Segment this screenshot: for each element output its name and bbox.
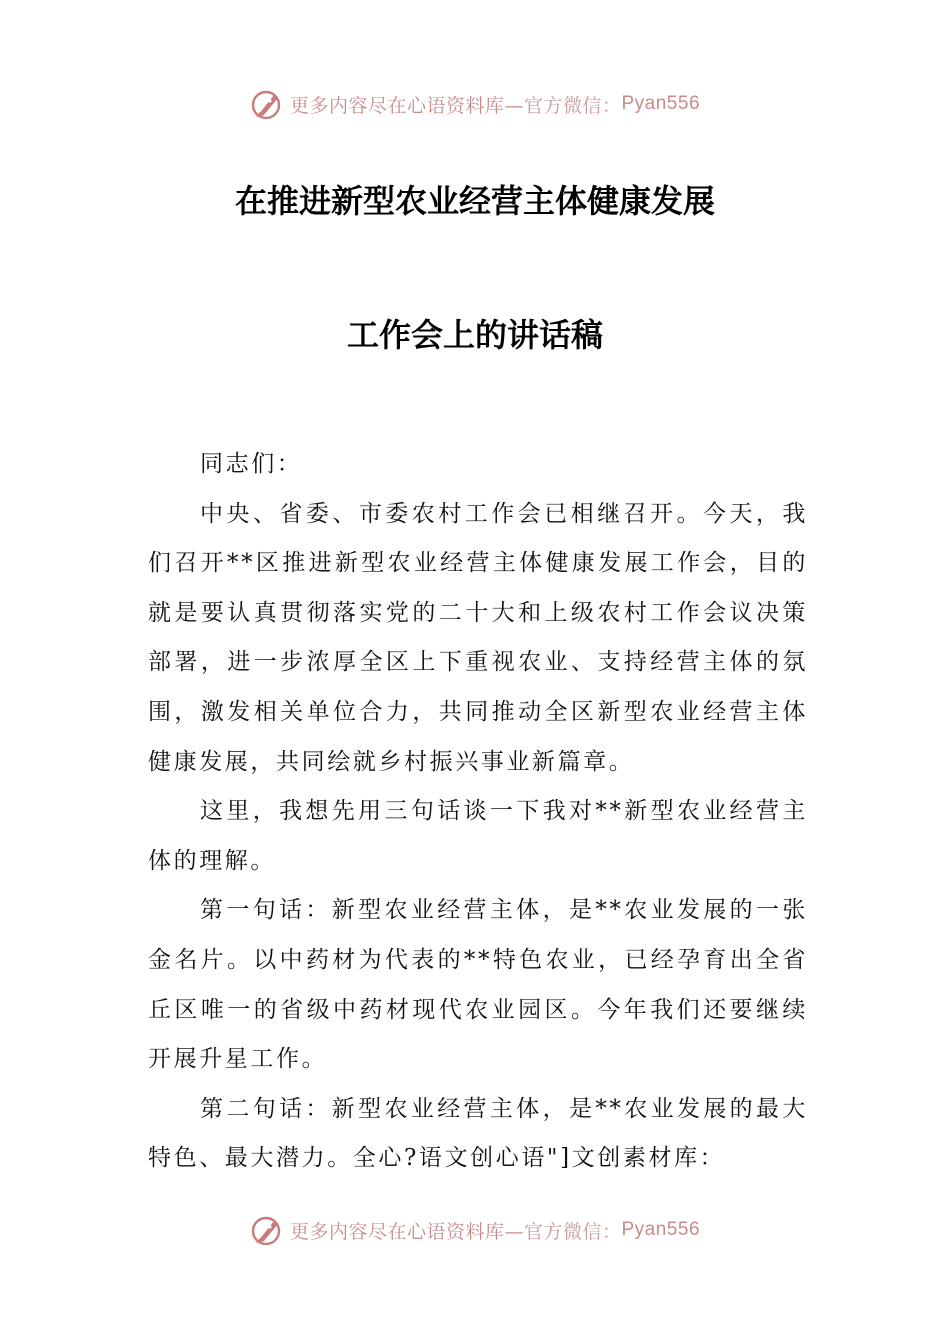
banner-wechat-label: 官方微信： — [523, 94, 622, 117]
pen-nib-circle-icon — [250, 1213, 284, 1247]
banner-text: 更多内容尽在心语资料库— — [289, 94, 524, 117]
header-watermark-banner — [0, 84, 950, 124]
speech-body — [148, 440, 808, 1184]
paragraph: 这里，我想先用三句话谈一下我对**新型农业经营主体的理解。 — [148, 798, 808, 874]
banner-wechat-id: Pyan556 — [621, 1219, 701, 1240]
banner-text: 更多内容尽在心语资料库— — [289, 1220, 524, 1243]
salutation: 同志们： — [200, 451, 303, 477]
document-title-line-2: 工作会上的讲话稿 — [346, 316, 603, 354]
paragraph: 第二句话：新型农业经营主体，是**农业发展的最大特色、最大潜力。全心?语文创心语"]文创素材库： — [148, 1095, 808, 1172]
document-title-line-1: 在推进新型农业经营主体健康发展 — [234, 182, 715, 220]
banner-wechat-id: Pyan556 — [621, 93, 701, 114]
banner-wechat-label: 官方微信： — [523, 1220, 622, 1243]
paragraph: 第一句话：新型农业经营主体，是**农业发展的一张金名片。以中药材为代表的**特色农业，已经孕育出全省丘区唯一的省级中药材现代农业园区。今年我们还要继续开展升星工作。 — [148, 897, 808, 1073]
paragraph: 中央、省委、市委农村工作会已相继召开。今天，我们召开**区推进新型农业经营主体健康发展工作会，目的就是要认真贯彻落实党的二十大和上级农村工作会议决策部署，进一步浓厚全区上下重视农业、支持经营主体的氛围，激发相关单位合力，共同推动全区新型农业经营主体健康发展，共同绘就乡村振兴事业新篇章。 — [148, 500, 808, 775]
pen-nib-circle-icon — [250, 87, 284, 121]
footer-watermark-banner — [0, 1210, 950, 1250]
